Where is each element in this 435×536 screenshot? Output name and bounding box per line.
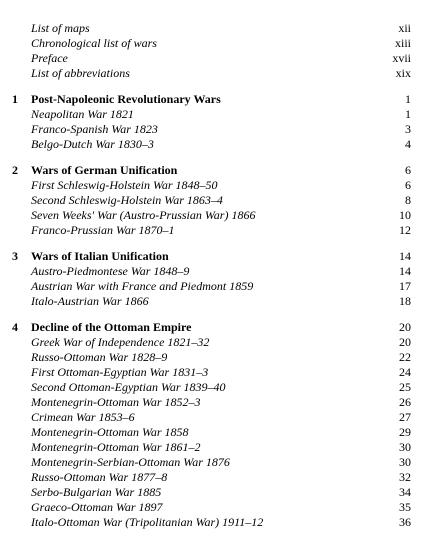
chapter-number: 4 <box>12 320 18 334</box>
toc-entry[interactable] <box>0 193 435 208</box>
entry-page: 27 <box>399 410 411 424</box>
toc-entry[interactable] <box>0 208 435 223</box>
entry-title: Montenegrin-Ottoman War 1861–2 <box>31 440 201 454</box>
entry-title: Italo-Austrian War 1866 <box>31 294 149 308</box>
entry-title: Neapolitan War 1821 <box>31 107 134 121</box>
entry-title: Belgo-Dutch War 1830–3 <box>31 137 154 151</box>
entry-title: Russo-Ottoman War 1877–8 <box>31 470 168 484</box>
toc-entry[interactable] <box>0 279 435 294</box>
entry-title: List of abbreviations <box>31 66 130 80</box>
toc-entry[interactable] <box>0 410 435 425</box>
entry-title: List of maps <box>31 21 90 35</box>
entry-page: 35 <box>399 500 411 514</box>
entry-title: Franco-Spanish War 1823 <box>31 122 158 136</box>
chapter-page: 14 <box>399 249 411 263</box>
entry-page: 25 <box>399 380 411 394</box>
entry-page: 4 <box>405 137 411 151</box>
entry-title: Preface <box>31 51 68 65</box>
toc-entry[interactable] <box>0 335 435 350</box>
toc-entry[interactable] <box>0 223 435 238</box>
toc-entry[interactable] <box>0 350 435 365</box>
entry-page: 1 <box>405 107 411 121</box>
entry-title: Franco-Prussian War 1870–1 <box>31 223 175 237</box>
entry-page: 22 <box>399 350 411 364</box>
entry-page: 32 <box>399 470 411 484</box>
entry-title: Serbo-Bulgarian War 1885 <box>31 485 162 499</box>
chapter-number: 2 <box>12 163 18 177</box>
entry-page: 24 <box>399 365 411 379</box>
entry-page: xix <box>395 66 411 80</box>
entry-page: 6 <box>405 178 411 192</box>
chapter-section <box>0 92 435 152</box>
chapter-title: Wars of German Unification <box>31 163 178 177</box>
toc-entry[interactable] <box>0 365 435 380</box>
chapter-number: 1 <box>12 92 18 106</box>
toc-entry[interactable] <box>0 107 435 122</box>
chapter-page: 20 <box>399 320 411 334</box>
chapter-section <box>0 249 435 309</box>
toc-entry[interactable] <box>0 264 435 279</box>
toc-entry[interactable] <box>0 380 435 395</box>
entry-page: 14 <box>399 264 411 278</box>
chapter-heading[interactable] <box>0 249 435 264</box>
entry-title: Graeco-Ottoman War 1897 <box>31 500 163 514</box>
entry-title: Seven Weeks' War (Austro-Prussian War) 1866 <box>31 208 256 222</box>
entry-page: 10 <box>399 208 411 222</box>
toc-entry[interactable] <box>0 515 435 530</box>
chapter-page: 1 <box>405 92 411 106</box>
entry-page: 18 <box>399 294 411 308</box>
entry-title: Montenegrin-Ottoman War 1852–3 <box>31 395 201 409</box>
entry-page: 8 <box>405 193 411 207</box>
toc-entry[interactable] <box>0 500 435 515</box>
entry-title: Greek War of Independence 1821–32 <box>31 335 210 349</box>
toc-entry[interactable] <box>0 178 435 193</box>
chapter-section <box>0 163 435 238</box>
toc-entry[interactable] <box>0 122 435 137</box>
toc-entry[interactable] <box>0 51 435 66</box>
chapter-title: Post-Napoleonic Revolutionary Wars <box>31 92 221 106</box>
entry-page: 12 <box>399 223 411 237</box>
toc-entry[interactable] <box>0 395 435 410</box>
entry-title: Second Ottoman-Egyptian War 1839–40 <box>31 380 226 394</box>
chapter-heading[interactable] <box>0 320 435 335</box>
entry-page: 34 <box>399 485 411 499</box>
chapter-title: Decline of the Ottoman Empire <box>31 320 192 334</box>
entry-page: 30 <box>399 440 411 454</box>
toc-entry[interactable] <box>0 470 435 485</box>
entry-title: Chronological list of wars <box>31 36 157 50</box>
entry-page: 26 <box>399 395 411 409</box>
entry-page: 17 <box>399 279 411 293</box>
toc-entry[interactable] <box>0 485 435 500</box>
entry-title: Austrian War with France and Piedmont 1859 <box>31 279 254 293</box>
chapter-number: 3 <box>12 249 18 263</box>
entry-title: Austro-Piedmontese War 1848–9 <box>31 264 190 278</box>
entry-title: Crimean War 1853–6 <box>31 410 135 424</box>
toc-entry[interactable] <box>0 294 435 309</box>
toc-entry[interactable] <box>0 36 435 51</box>
entry-title: Second Schleswig-Holstein War 1863–4 <box>31 193 223 207</box>
chapter-section <box>0 320 435 530</box>
chapter-title: Wars of Italian Unification <box>31 249 169 263</box>
entry-title: Montenegrin-Serbian-Ottoman War 1876 <box>31 455 230 469</box>
chapter-page: 6 <box>405 163 411 177</box>
toc-entry[interactable] <box>0 455 435 470</box>
entry-page: xvii <box>392 51 411 65</box>
entry-page: xiii <box>394 36 411 50</box>
toc-entry[interactable] <box>0 137 435 152</box>
entry-page: 3 <box>405 122 411 136</box>
entry-title: First Schleswig-Holstein War 1848–50 <box>31 178 218 192</box>
toc-entry[interactable] <box>0 425 435 440</box>
entry-title: Russo-Ottoman War 1828–9 <box>31 350 168 364</box>
toc-entry[interactable] <box>0 21 435 36</box>
entry-page: 30 <box>399 455 411 469</box>
entry-title: Italo-Ottoman War (Tripolitanian War) 1911–12 <box>31 515 264 529</box>
chapter-heading[interactable] <box>0 163 435 178</box>
entry-page: 20 <box>399 335 411 349</box>
entry-page: 29 <box>399 425 411 439</box>
toc-entry[interactable] <box>0 440 435 455</box>
entry-page: 36 <box>399 515 411 529</box>
front-matter-section <box>0 21 435 81</box>
entry-page: xii <box>398 21 411 35</box>
entry-title: Montenegrin-Ottoman War 1858 <box>31 425 189 439</box>
toc-entry[interactable] <box>0 66 435 81</box>
chapter-heading[interactable] <box>0 92 435 107</box>
entry-title: First Ottoman-Egyptian War 1831–3 <box>31 365 209 379</box>
